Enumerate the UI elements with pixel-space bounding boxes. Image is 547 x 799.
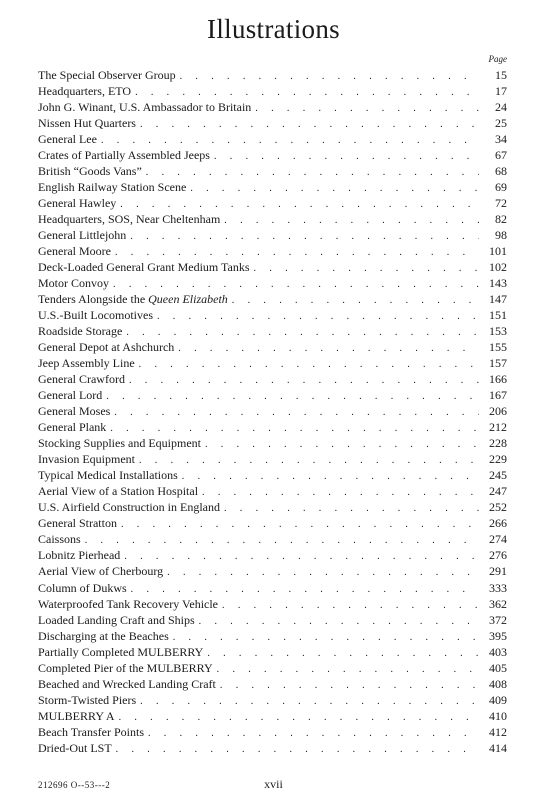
page-number: 17 [495,84,507,99]
illustration-title: General Littlejohn [38,228,127,243]
list-item [38,99,507,115]
page-number: 15 [495,68,507,82]
page-number: 291 [489,564,507,579]
illustration-title: Headquarters, SOS, Near Cheltenham [38,212,221,227]
page-number: 362 [489,596,507,611]
list-item [38,644,507,660]
illustration-title: Deck-Loaded General Grant Medium Tanks [38,260,250,275]
page-number: 69 [495,180,507,195]
dot-leader [207,646,479,662]
dot-leader [202,485,479,501]
page-number: 266 [489,516,507,531]
illustration-title: The Special Observer Group [38,68,176,82]
dot-leader [224,501,479,517]
dot-leader [254,261,479,277]
list-item [38,131,507,147]
page-number: 72 [495,196,507,211]
page-number: 143 [489,276,507,291]
page-number: 98 [495,228,507,243]
list-item [38,403,507,419]
illustration-title: General Moses [38,404,111,419]
dot-leader [167,565,479,581]
illustration-title: U.S.-Built Locomotives [38,308,153,323]
illustration-title: General Hawley [38,196,117,211]
page-number: 157 [489,356,507,371]
list-item [38,435,507,451]
illustration-title: Partially Completed MULBERRY [38,644,204,659]
page-number: 34 [495,132,507,147]
illustration-title: General Stratton [38,516,117,531]
illustration-title: Aerial View of Cherbourg [38,564,164,579]
list-item [38,243,507,259]
dot-leader [116,742,479,758]
list-item [38,307,507,323]
illustration-title: Roadside Storage [38,324,123,339]
illustration-title: British “Goods Vans” [38,164,142,179]
illustrations-list [38,67,507,756]
page-number: 153 [489,324,507,339]
list-item [38,724,507,740]
illustration-title: Motor Convoy [38,276,110,291]
dot-leader [124,549,479,565]
list-item [38,483,507,499]
illustration-title: English Railway Station Scene [38,180,187,195]
page-number: 166 [489,372,507,387]
illustration-title: Typical Medical Installations [38,468,178,483]
dot-leader [180,69,479,85]
illustration-title: General Lee [38,132,97,147]
dot-leader [214,149,479,165]
dot-leader [129,373,479,389]
list-item [38,467,507,483]
list-item [38,676,507,692]
page-number: 403 [489,644,507,659]
illustration-title: U.S. Airfield Construction in England [38,500,220,515]
page-number: 247 [489,484,507,499]
list-item [38,259,507,275]
page-number: 167 [489,388,507,403]
page-number: 25 [495,116,507,131]
dot-leader [140,117,479,133]
list-item [38,355,507,371]
list-item [38,628,507,644]
illustration-title: General Crawford [38,372,125,387]
illustration-title: Stocking Supplies and Equipment [38,436,201,451]
page-number: 101 [489,244,507,259]
page-number: 333 [489,580,507,595]
dot-leader [140,694,479,710]
page-number: 410 [489,708,507,723]
list-item [38,692,507,708]
page-number: 412 [489,724,507,739]
dot-leader [205,437,479,453]
illustration-title: Nissen Hut Quarters [38,116,136,131]
illustration-title: General Lord [38,388,103,403]
page-number: 24 [495,100,507,115]
list-item [38,115,507,131]
list-item [38,227,507,243]
page-number: 155 [489,340,507,355]
dot-leader [119,710,479,726]
illustration-title: General Depot at Ashchurch [38,340,175,355]
illustration-title: Headquarters, ETO [38,84,132,99]
illustration-title: Discharging at the Beaches [38,628,169,643]
list-item [38,612,507,628]
page-number: 102 [489,260,507,275]
list-item [38,708,507,724]
illustration-title: Completed Pier of the MULBERRY [38,660,213,675]
page-number: 408 [489,676,507,691]
illustration-title: Beached and Wrecked Landing Craft [38,676,216,691]
page-number: 212 [489,420,507,435]
illustration-title: Loaded Landing Craft and Ships [38,612,195,627]
illustration-title: General Plank [38,420,107,435]
dot-leader [224,213,479,229]
list-item [38,67,507,83]
dot-leader [182,469,479,485]
dot-leader [121,517,479,533]
folio-number: xvii [264,777,283,791]
dot-leader [85,533,479,549]
list-item [38,451,507,467]
illustration-title: Beach Transfer Points [38,724,144,739]
page-number: 67 [495,148,507,163]
page-number: 276 [489,548,507,563]
list-item [38,596,507,612]
illustration-title-italic: Queen Elizabeth [148,292,228,307]
illustration-title [38,291,232,307]
list-item [38,419,507,435]
list-item [38,371,507,387]
page-number: 228 [489,436,507,451]
page-column-heading: Page [488,54,507,64]
list-item [38,195,507,211]
dot-leader [130,229,479,245]
page-number: 372 [489,612,507,627]
list-item [38,323,507,339]
dot-leader [106,389,479,405]
illustration-title: Invasion Equipment [38,452,135,467]
dot-leader [173,630,479,646]
illustration-title: MULBERRY A [38,708,115,723]
list-item [38,563,507,579]
illustration-title: Column of Dukws [38,580,127,595]
list-item [38,179,507,195]
dot-leader [217,662,479,678]
list-item [38,660,507,676]
illustration-title: Waterproofed Tank Recovery Vehicle [38,596,219,611]
dot-leader [146,165,479,181]
page-number: 409 [489,692,507,707]
illustration-title: Jeep Assembly Line [38,356,135,371]
list-item [38,387,507,403]
dot-leader [148,726,479,742]
page-number: 274 [489,532,507,547]
page-number: 245 [489,468,507,483]
list-item [38,531,507,547]
list-item [38,275,507,291]
illustration-title: John G. Winant, U.S. Ambassador to Britain [38,100,252,115]
page-number: 68 [495,164,507,179]
dot-leader [114,405,479,421]
illustration-title-prefix: Tenders Alongside the [38,292,149,307]
page-number: 252 [489,500,507,515]
dot-leader [232,293,479,309]
list-item [38,740,507,756]
list-item [38,580,507,596]
illustration-title: Storm-Twisted Piers [38,692,137,707]
illustration-title: Lobnitz Pierhead [38,548,121,563]
dot-leader [199,614,479,630]
illustration-title: Caissons [38,532,81,547]
list-item [38,339,507,355]
dot-leader [157,309,479,325]
illustration-title: Aerial View of a Station Hospital [38,484,199,499]
illustration-title: Dried-Out LST [38,740,112,755]
page-number: 405 [489,660,507,675]
page-number: 82 [495,212,507,227]
list-item [38,147,507,163]
list-item [38,515,507,531]
dot-leader [190,181,479,197]
list-item [38,291,507,307]
printer-code: 212696 O--53---2 [38,780,111,790]
dot-leader [220,678,479,694]
dot-leader [255,101,479,117]
page-number: 395 [489,628,507,643]
list-item [38,211,507,227]
dot-leader [178,341,479,357]
list-item [38,83,507,99]
page-number: 151 [489,308,507,323]
page-number: 229 [489,452,507,467]
page-number: 206 [489,404,507,419]
page-number: 147 [489,292,507,307]
dot-leader [222,598,479,614]
illustration-title: General Moore [38,244,111,259]
list-item [38,163,507,179]
page-title: Illustrations [207,14,340,44]
list-item [38,547,507,563]
illustration-title: Crates of Partially Assembled Jeeps [38,148,210,163]
dot-leader [139,357,479,373]
list-item [38,499,507,515]
dot-leader [139,453,479,469]
dot-leader [126,325,479,341]
page-number: 414 [489,740,507,755]
